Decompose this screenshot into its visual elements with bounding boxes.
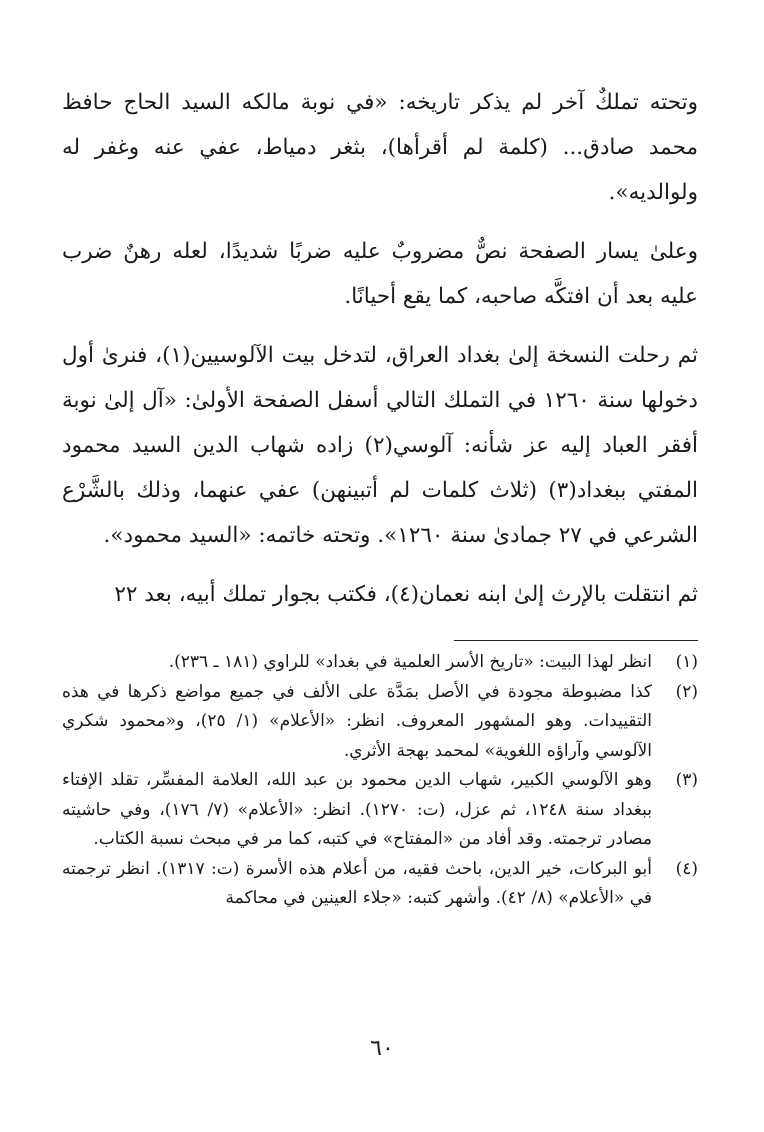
- paragraph-4: ثم انتقلت بالإرث إلىٰ ابنه نعمان(٤)، فكتب بجوار تملك أبيه، بعد ٢٢: [114, 582, 698, 607]
- footnotes: [62, 648, 698, 914]
- main-text: [62, 80, 698, 631]
- footnote-1: [62, 648, 698, 678]
- footnote-number: (١): [675, 652, 698, 672]
- footnote-divider: [454, 640, 698, 641]
- footnote-4: [62, 855, 698, 914]
- footnote-number: (٢): [675, 681, 698, 702]
- paragraph-2: وعلىٰ يسار الصفحة نصٌّ مضروبٌ عليه ضربًا شديدًا، لعله رهنٌ ضرب عليه بعد أن افتكَّه صاحبه، كما يقع أحيانًا.: [62, 239, 698, 309]
- footnote-number: (٤): [675, 858, 698, 879]
- footnote-text: انظر لهذا البيت: «تاريخ الأسر العلمية في بغداد» للراوي (١٨١ ـ ٢٣٦).: [168, 652, 652, 672]
- footnote-number: (٣): [675, 770, 698, 790]
- footnote-3: [62, 766, 698, 855]
- footnote-text: وهو الآلوسي الكبير، شهاب الدين محمود بن عبد الله، العلامة المفسِّر، تقلد الإفتاء ببغداد سنة ١٢٤٨، ثم عزل، (ت: ١٢٧٠). انظر: «الأعلام» (٧/ ١٧٦)، وفي حاشيته مصادر ترجمته. وقد أفاد من «المفتاح» في كتبه، كما مر في مبحث نسبة الكتاب.: [62, 770, 652, 849]
- footnote-text: أبو البركات، خير الدين، باحث فقيه، من أعلام هذه الأسرة (ت: ١٣١٧). انظر ترجمته في «الأعلام» (٨/ ٤٢). وأشهر كتبه: «جلاء العينين في محاكمة: [62, 858, 652, 908]
- paragraph-3: ثم رحلت النسخة إلىٰ بغداد العراق، لتدخل بيت الآلوسيين(١)، فنرىٰ أول دخولها سنة ١٢٦٠ في التملك التالي أسفل الصفحة الأولىٰ: «آل إلىٰ نوبة أفقر العباد إليه عز شأنه: آلوسي(٢) زاده شهاب الدين السيد محمود المفتي ببغداد(٣) (ثلاث كلمات لم أتبينهن) عفي عنهما، وذلك بالشَّرْع الشرعي في ٢٧ جمادىٰ سنة ١٢٦٠». وتحته خاتمه: «السيد محمود».: [62, 343, 698, 548]
- paragraph-1: وتحته تملكٌ آخر لم يذكر تاريخه: «في نوبة مالكه السيد الحاج حافظ محمد صادق... (كلمة لم أقرأها)، بثغر دمياط، عفي عنه وغفر له ولوالديه».: [62, 90, 698, 205]
- page-number: ٦٠: [370, 1036, 394, 1061]
- footnote-2: [62, 678, 698, 767]
- footnote-text: كذا مضبوطة مجودة في الأصل بمَدَّة على الألف في جميع مواضع ذكرها في هذه التقييدات. وهو المشهور المعروف. انظر: «الأعلام» (١/ ٢٥)، و«محمود شكري الآلوسي وآراؤه اللغوية» لمحمد بهجة الأثري.: [62, 681, 652, 761]
